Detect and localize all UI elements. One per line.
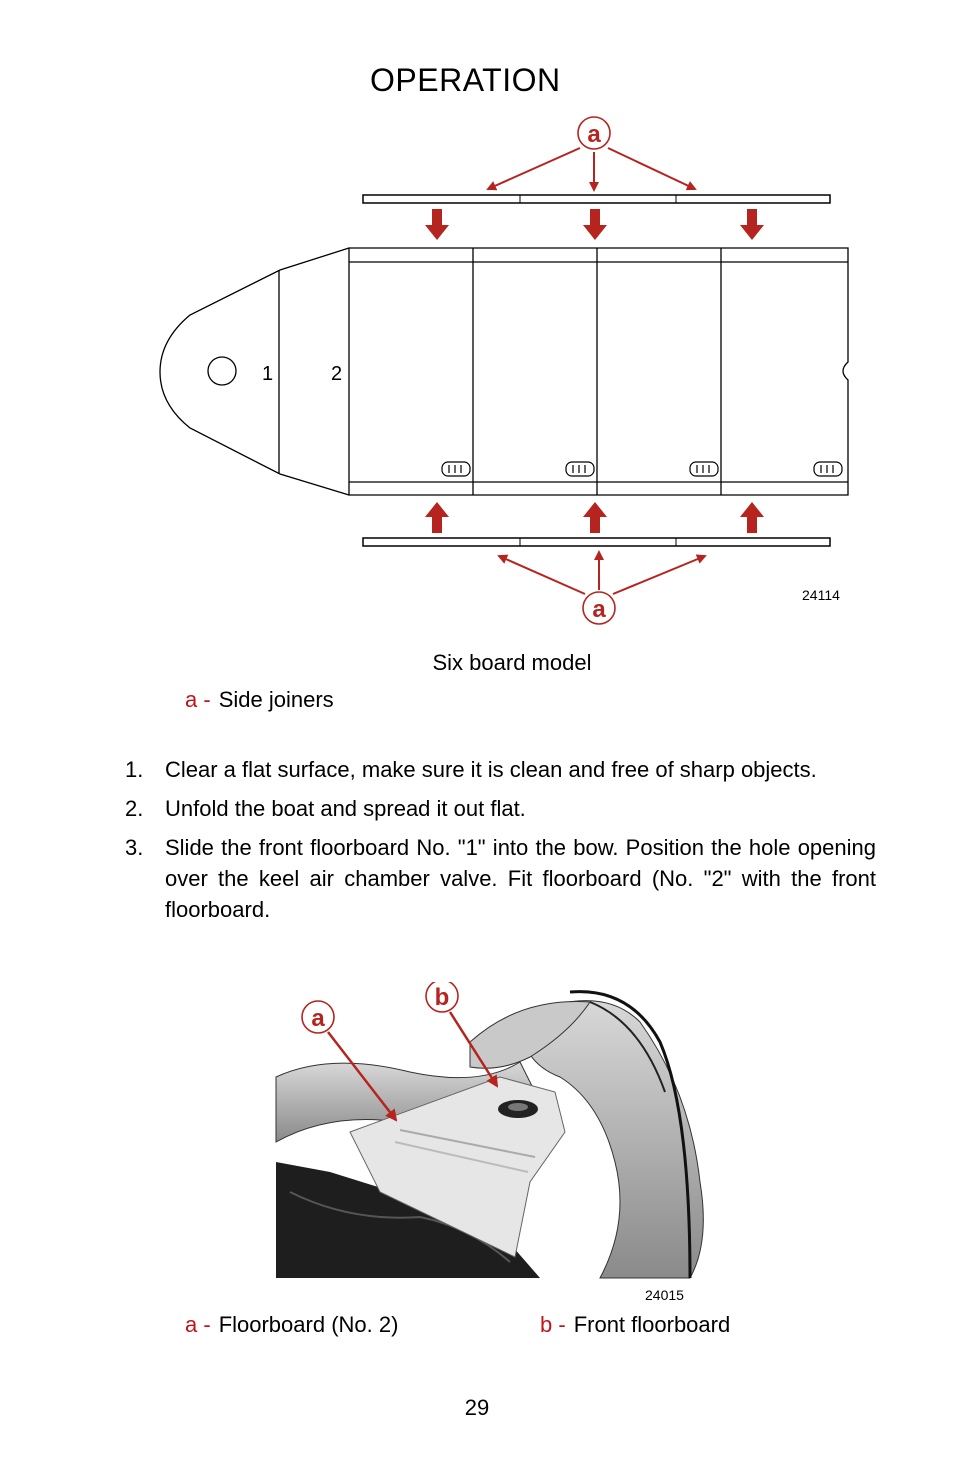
callout-a: a [311, 1005, 325, 1032]
step-number: 3. [125, 835, 144, 860]
figure2-legend-item-a [185, 1312, 398, 1338]
callout-a-bottom: a [592, 596, 606, 623]
legend-label: Side joiners [218, 687, 334, 712]
six-board-diagram [0, 0, 954, 650]
legend-key: a - [185, 1312, 211, 1337]
figure2-id: 24015 [645, 1287, 684, 1303]
step-text: Slide the front floorboard No. "1" into the bow. Position the hole opening over the keel air chamber valve. Fit floorboard (No. "2" with the front floorboard. [165, 835, 876, 922]
board-number-1: 1 [262, 363, 274, 385]
top-side-joiner [363, 195, 830, 203]
legend-key: b - [540, 1312, 566, 1337]
legend-label: Floorboard (No. 2) [218, 1312, 399, 1337]
connector-icons [442, 462, 842, 476]
down-arrow-icons [425, 209, 764, 240]
figure-id: 24114 [802, 587, 840, 603]
bottom-side-joiner [363, 538, 830, 546]
board-number-2: 2 [331, 363, 343, 385]
step-item [120, 832, 876, 925]
legend-label: Front floorboard [573, 1312, 731, 1337]
step-text: Clear a flat surface, make sure it is clean and free of sharp objects. [165, 757, 817, 782]
callout-b: b [434, 984, 450, 1011]
bottom-callout [499, 552, 705, 624]
instruction-steps [120, 754, 876, 933]
top-callout [488, 117, 695, 190]
step-item [120, 793, 876, 824]
legend-key: a - [185, 687, 211, 712]
up-arrow-icons [425, 502, 764, 533]
figure1-legend-item [185, 687, 334, 713]
bow-floorboard [160, 248, 349, 495]
step-number: 2. [125, 796, 144, 821]
figure-caption: Six board model [432, 650, 592, 675]
figure2-legend-item-b [540, 1312, 730, 1338]
page-number: 29 [464, 1395, 490, 1420]
callout-a-top: a [587, 121, 601, 148]
step-number: 1. [125, 757, 144, 782]
step-text: Unfold the boat and spread it out flat. [165, 796, 526, 821]
floorboards [349, 248, 848, 495]
floorboard-photo [270, 982, 722, 1282]
page-title: OPERATION [370, 62, 561, 98]
step-item [120, 754, 876, 785]
